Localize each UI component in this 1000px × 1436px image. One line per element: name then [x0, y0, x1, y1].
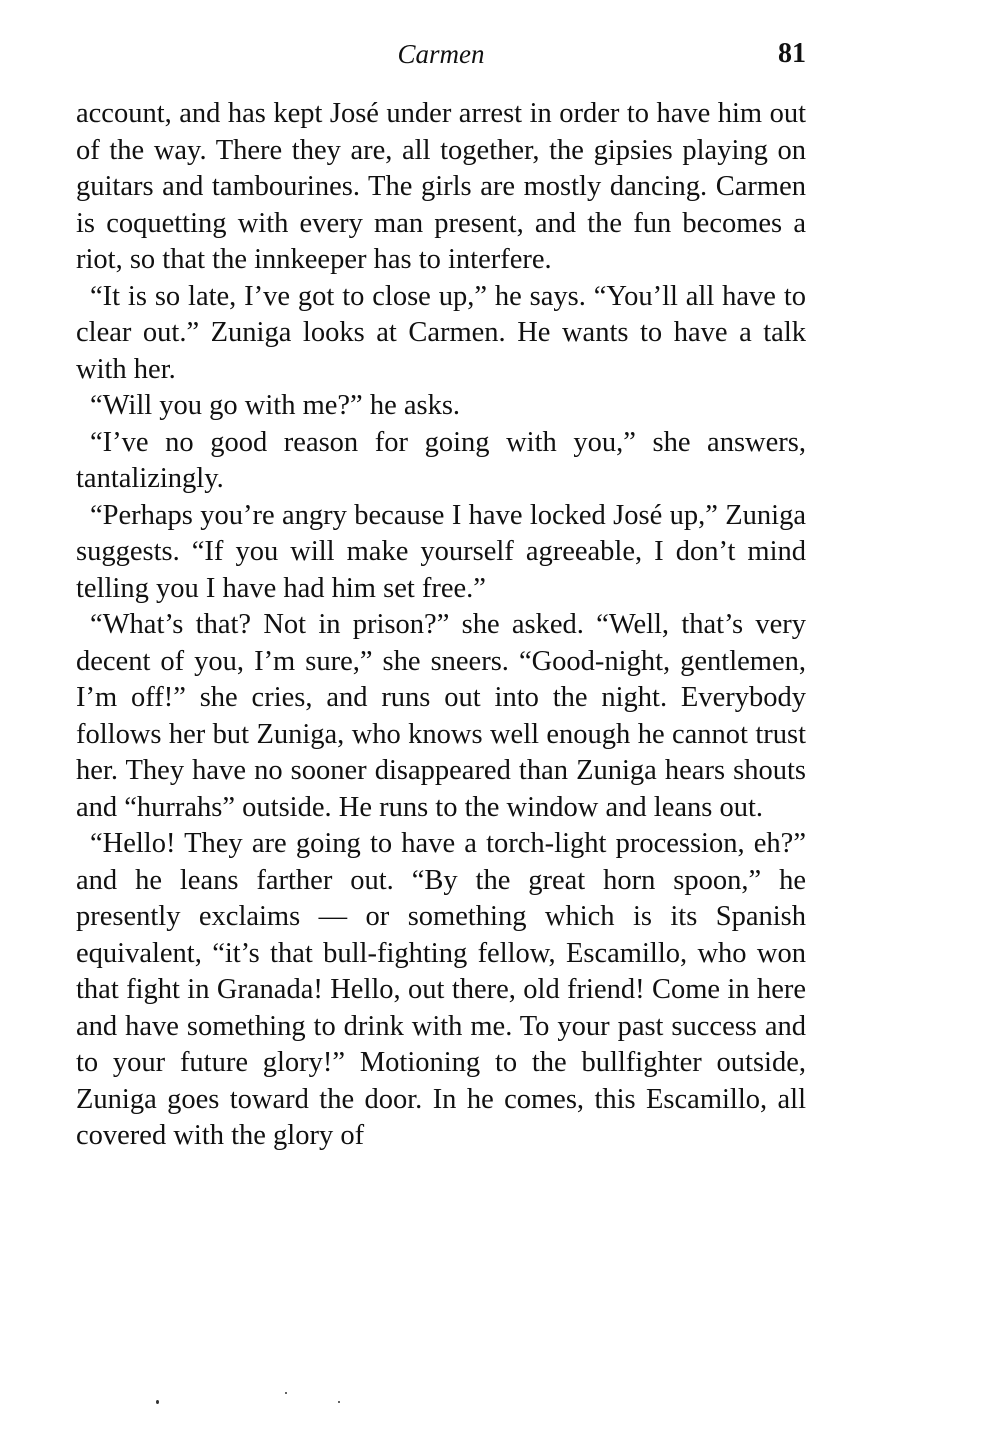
running-title: Carmen — [397, 39, 485, 69]
paragraph: “Hello! They are going to have a torch-light procession, eh?” and he leans farther out. “By the great horn spoon,” he presently exclaims — or something which is its Spanish equivalent, “it’s that bull-fighting fellow, Escamillo, who won that fight in Granada! Hello, out there, old friend! Come in here and have something to drink with me. To your past success and to your future glory!” Motioning to the bullfighter outside, Zuniga goes toward the door. In he comes, this Escamillo, all covered with the glory of — [76, 828, 806, 1151]
paragraph: “I’ve no good reason for going with you,” she answers, tantalizingly. — [76, 426, 806, 494]
paragraph: “What’s that? Not in prison?” she asked. “Well, that’s very decent of you, I’m sure,” she sneers. “Good-night, gentlemen, I’m off!” she cries, and runs out into the night. Everybody follows her but Zuniga, who knows well enough he cannot trust her. They have no sooner disappeared than Zuniga hears shouts and “hurrahs” outside. He runs to the window and leans out. — [76, 609, 806, 823]
paragraph: “Perhaps you’re angry because I have locked José up,” Zuniga suggests. “If you will make yourself agreeable, I don’t mind telling you I have had him set free.” — [76, 499, 806, 604]
body-text — [76, 96, 806, 1155]
running-head — [76, 34, 806, 74]
scan-specks — [150, 1390, 350, 1410]
paragraph: “It is so late, I’ve got to close up,” he says. “You’ll all have to clear out.” Zuniga looks at Carmen. He wants to have a talk with her. — [76, 280, 806, 385]
page-number: 81 — [778, 38, 806, 69]
scan-speck — [156, 1400, 159, 1404]
scan-speck — [285, 1392, 287, 1394]
paragraph: “Will you go with me?” he asks. — [90, 390, 461, 421]
paragraph: account, and has kept José under arrest in order to have him out of the way. There they are, all together, the gipsies playing on guitars and tambourines. The girls are mostly dancing. Carmen is coquetting with every man present, and the fun becomes a riot, so that the innkeeper has to interfere. — [76, 98, 806, 275]
scan-speck — [338, 1401, 340, 1403]
